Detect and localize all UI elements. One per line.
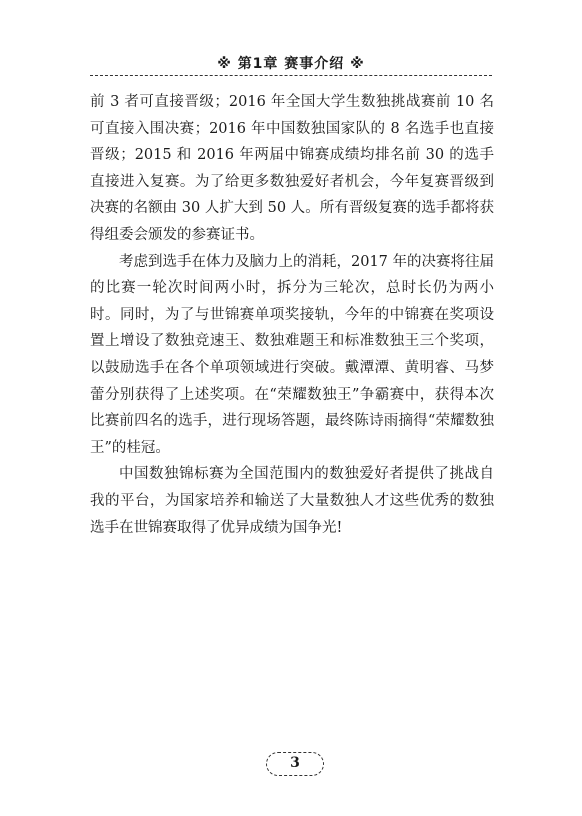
page-number: 3 [266,752,324,776]
paragraph-continuation: 前 3 者可直接晋级；2016 年全国大学生数独挑战赛前 10 名可直接入围决赛；2016 年中国数独国家队的 8 名选手也直接晋级；2015 和 2016 年两届中锦赛成绩均排名前 30 的选手直接进入复赛。为了给更多数独爱好者机会，今年复赛晋级到决赛的名额由 30 人扩大到 50 人。所有晋级复赛的选手都将获得组委会颁发的参赛证书。 [90,94,494,243]
paragraph-final-format: 考虑到选手在体力及脑力上的消耗，2017 年的决赛将往届的比赛一轮次时间两小时，拆分为三轮次，总时长仍为两小时。同时，为了与世锦赛单项奖接轨，今年的中锦赛在奖项设置上增设了数独竞速王、数独难题王和标准数独王三个奖项，以鼓励选手在各个单项领域进行突破。戴潭潭、黄明睿、马梦蕾分别获得了上述奖项。在“荣耀数独王”争霸赛中，获得本次比赛前四名的选手，进行现场答题，最终陈诗雨摘得“荣耀数独王”的桂冠。 [90,253,495,456]
paragraph-conclusion: 中国数独锦标赛为全国范围内的数独爱好者提供了挑战自我的平台，为国家培养和输送了大量数独人才这些优秀的数独选手在世锦赛取得了优异成绩为国争光! [90,466,494,536]
running-head: ※ 第1章 赛事介绍 ※ [217,56,365,72]
body-text [90,89,494,541]
header-divider [90,75,492,76]
